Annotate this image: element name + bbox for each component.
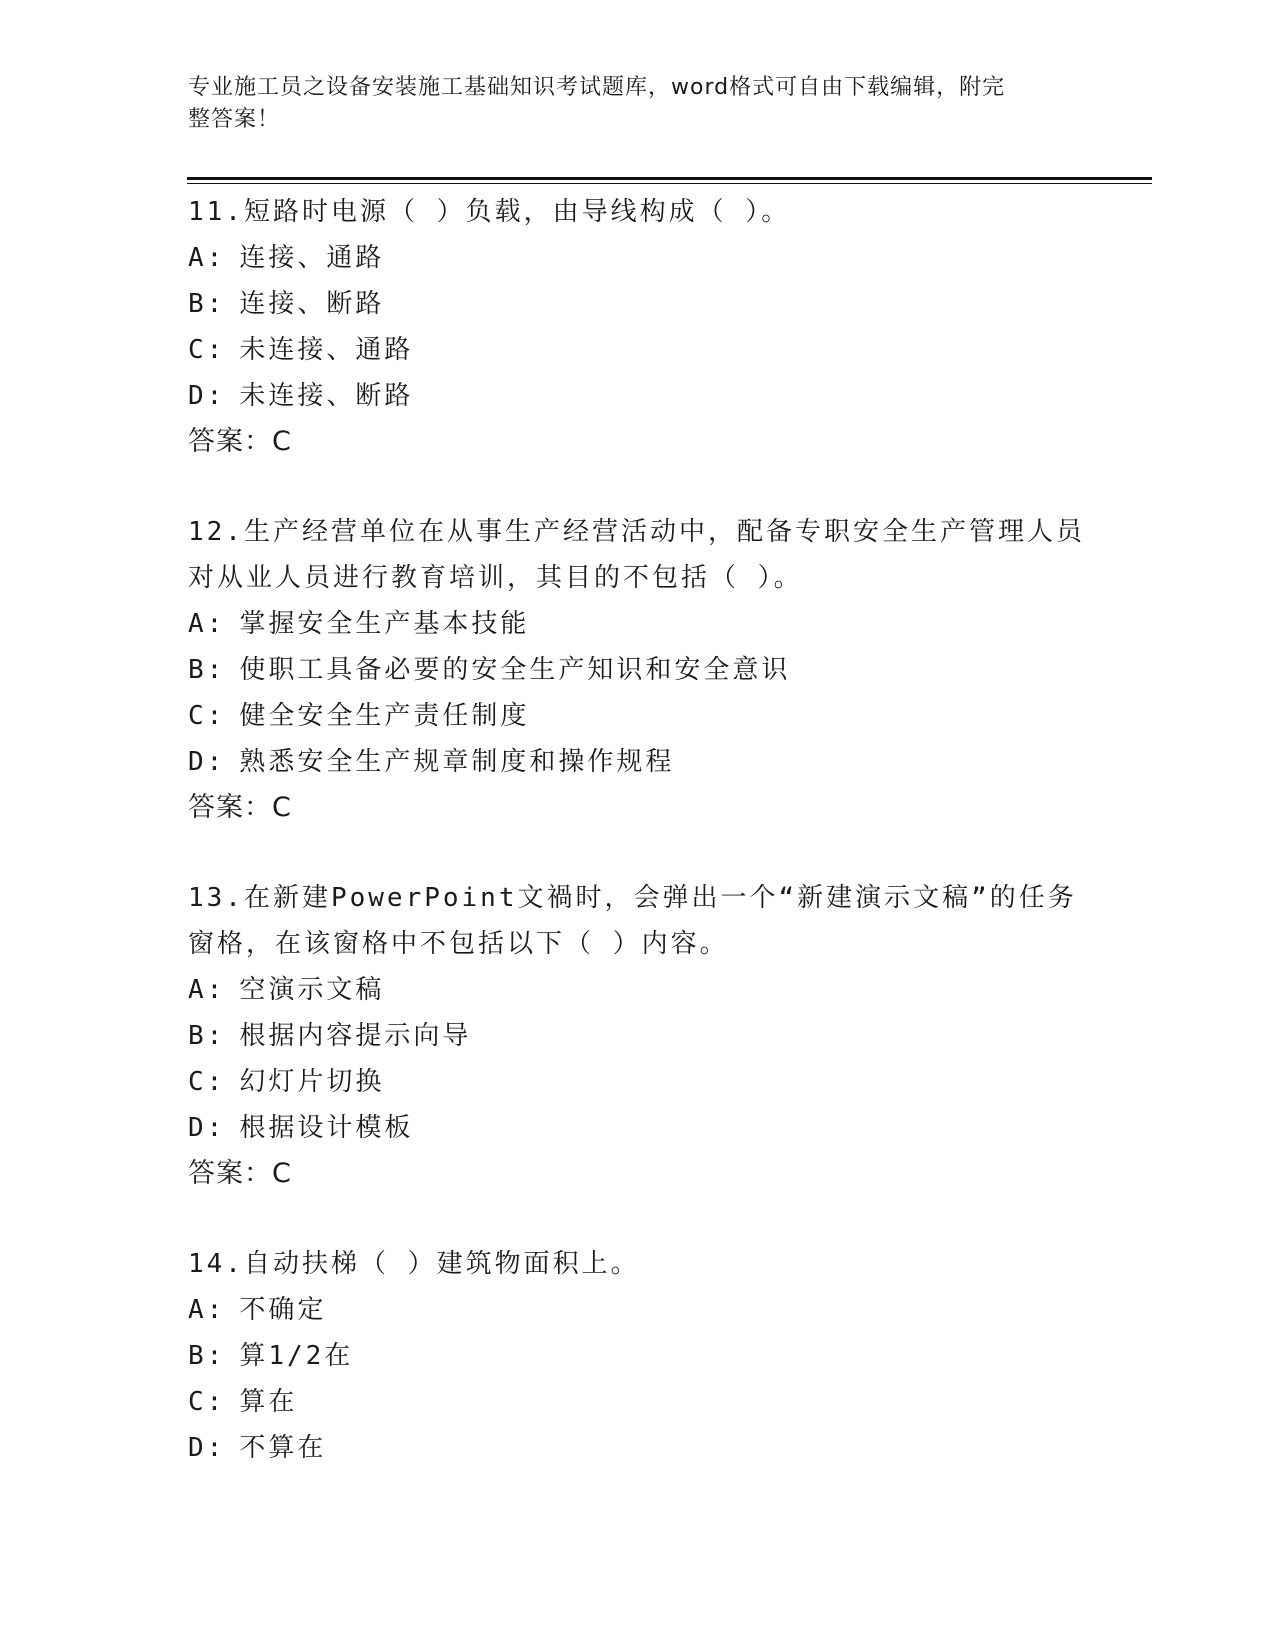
option-text: 空演示文稿 (239, 975, 385, 1005)
question-stem: 11.短路时电源（ ）负载，由导线构成（ ）。 (188, 197, 791, 227)
question-13 (188, 875, 1088, 1197)
option-c (188, 1059, 1088, 1105)
question-12 (188, 509, 1088, 831)
option-letter: D: (188, 381, 226, 411)
option-c (188, 1379, 1088, 1425)
option-text: 连接、通路 (239, 243, 385, 273)
option-text: 连接、断路 (239, 289, 385, 319)
option-d (188, 739, 1088, 785)
question-list (188, 189, 1088, 1471)
option-text: 掌握安全生产基本技能 (239, 609, 530, 639)
option-d (188, 1105, 1088, 1151)
option-letter: A: (188, 243, 226, 273)
option-text: 熟悉安全生产规章制度和操作规程 (239, 747, 675, 777)
option-d (188, 373, 1088, 419)
option-text: 使职工具备必要的安全生产知识和安全意识 (239, 655, 791, 685)
option-text: 不确定 (239, 1295, 327, 1325)
question-stem: 12.生产经营单位在从事生产经营活动中，配备专职安全生产管理人员 (188, 517, 1085, 547)
question-stem-continued: 对从业人员进行教育培训，其目的不包括（ ）。 (188, 563, 803, 593)
option-letter: B: (188, 1341, 226, 1371)
option-text: 算1/2在 (239, 1341, 354, 1371)
option-letter: A: (188, 1295, 226, 1325)
option-b (188, 647, 1088, 693)
option-letter: C: (188, 701, 226, 731)
option-letter: C: (188, 1067, 226, 1097)
option-text: 不算在 (239, 1433, 327, 1463)
option-b (188, 281, 1088, 327)
header-line-1: 专业施工员之设备安装施工基础知识考试题库，word格式可自由下载编辑，附完 (188, 75, 1006, 100)
option-letter: C: (188, 1387, 226, 1417)
option-b (188, 1013, 1088, 1059)
option-c (188, 693, 1088, 739)
answer-line: 答案：C (188, 426, 292, 457)
option-d (188, 1425, 1088, 1471)
option-a (188, 1287, 1088, 1333)
option-text: 根据设计模板 (239, 1113, 414, 1143)
option-letter: B: (188, 1021, 226, 1051)
option-letter: B: (188, 655, 226, 685)
option-letter: D: (188, 747, 226, 777)
question-stem: 14.自动扶梯（ ）建筑物面积上。 (188, 1249, 640, 1279)
answer-line: 答案：C (188, 1158, 292, 1189)
option-c (188, 327, 1088, 373)
option-a (188, 601, 1088, 647)
option-a (188, 967, 1088, 1013)
question-11 (188, 189, 1088, 465)
option-text: 根据内容提示向导 (239, 1021, 472, 1051)
option-text: 未连接、通路 (239, 335, 414, 365)
option-letter: C: (188, 335, 226, 365)
option-text: 健全安全生产责任制度 (239, 701, 530, 731)
option-text: 未连接、断路 (239, 381, 414, 411)
option-letter: D: (188, 1113, 226, 1143)
question-14 (188, 1241, 1088, 1471)
question-stem: 13.在新建PowerPoint文禍时，会弹出一个“新建演示文稿”的任务 (188, 883, 1077, 913)
question-stem-continued: 窗格，在该窗格中不包括以下（ ）内容。 (188, 929, 729, 959)
header-line-2: 整答案！ (188, 107, 281, 132)
option-letter: A: (188, 975, 226, 1005)
option-a (188, 235, 1088, 281)
header-rule-thin (187, 183, 1152, 184)
option-letter: B: (188, 289, 226, 319)
option-text: 算在 (239, 1387, 298, 1417)
option-letter: D: (188, 1433, 226, 1463)
option-b (188, 1333, 1088, 1379)
answer-line: 答案：C (188, 792, 292, 823)
header-rule-thick (187, 177, 1152, 180)
document-header (188, 72, 1088, 136)
option-letter: A: (188, 609, 226, 639)
option-text: 幻灯片切换 (239, 1067, 385, 1097)
